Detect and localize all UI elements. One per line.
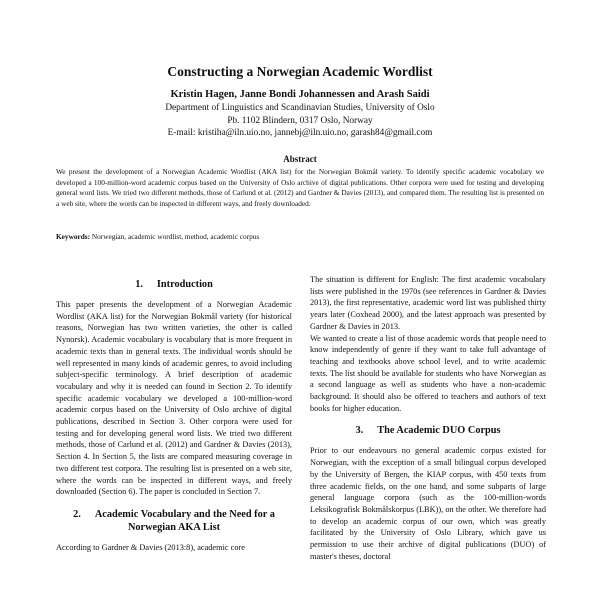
section-title: Academic Vocabulary and the Need for a Norwegian AKA List <box>94 508 275 533</box>
right-paragraph-goal: We wanted to create a list of those academic words that people need to know independently of genre if they want to take full advantage of teaching and textbooks above school level, and to write academic texts. The list should be available for students who have Norwegian as a second language as well as students who have a non-academic background. It should also be offered to teachers and authors of text books for higher education. <box>310 333 546 413</box>
section-title: Introduction <box>156 279 213 290</box>
duo-corpus-paragraph: Prior to our endeavours no general academic corpus existed for Norwegian, with the exception of a small bilingual corpus developed by the University of Bergen, the KIAP corpus, with 450 texts from three academic fields, on the one hand, and some subparts of large general language corpora (such as the 100-million-words Leksikografisk Bokmålskorpus (LBK)), on the other. We therefore had to develop an academic corpus of our own, which was greatly facilitated by the University of Oslo Library, which gave us permission to use their archive of digital publications (DUO) of master's theses, doctoral <box>310 446 546 561</box>
paper-title: Constructing a Norwegian Academic Wordlist <box>167 64 433 79</box>
section-number: 3. <box>355 425 364 437</box>
abstract-text: We present the development of a Norwegian Academic Wordlist (AKA list) for the Norwegian Bokmål variety. To identify specific academic vocabulary we developed a 100-million-word academic corpus based on the University of Oslo archive of digital publications. Other corpora were used for testing and developing general word lists. We tried two different methods, those of Carlund et al. (2012) and Gardner & Davies (2013), and compared them. The resulting list is presented on a web site, where the words can be inspected in different ways, and freely downloaded. <box>56 167 544 208</box>
right-column <box>310 274 546 562</box>
section-number: 1. <box>135 279 143 290</box>
keywords-text: Norwegian, academic wordlist, method, academic corpus <box>91 232 260 241</box>
affiliation-emails: E-mail: kristiha@iln.uio.no, jannebj@iln.uio.no, garash84@gmail.com <box>167 128 433 138</box>
introduction-paragraph: This paper presents the development of a Norwegian Academic Wordlist (AKA list) for the Norwegian Bokmål variety (for historical reasons, Norwegian has two written varieties, the other is called Nynorsk). Academic vocabulary is vocabulary that is more frequent in academic texts than in general texts. The individual words should be well represented in many kinds of academic genres, to avoid including subject-specific terminology. A brief description of academic vocabulary and why it is needed can found in Section 2. To identify specific academic vocabulary we developed a 100-million-word academic corpus based on the University of Oslo archive of digital publications, described in Section 3. Other corpora were used for testing and for developing general word lists. We tried two different methods, those of Carlund et al. (2012) and Gardner & Davies (2013), Section 4. In Section 5, the lists are compared measuring coverage in two different test corpora. The resulting list is presented on a web site, where the words can be inspected in different ways, and freely downloaded (Section 6). The paper is concluded in Section 7. <box>56 300 292 497</box>
affiliation-department: Department of Linguistics and Scandinavian Studies, University of Oslo <box>165 103 435 113</box>
right-paragraph-english-situation: The situation is different for English: The first academic vocabulary lists were published in the 1970s (see references in Gardner & Davies 2013), the first representative, academic word list was published thirty years later (Coxhead 2000), and the latest approach was presented by Gardner & Davies in 2013. <box>310 275 546 331</box>
affiliation-address: Pb. 1102 Blindern, 0317 Oslo, Norway <box>227 116 373 126</box>
keywords-line <box>56 232 544 241</box>
section2-paragraph-start: According to Gardner & Davies (2013:8), academic core <box>56 542 245 552</box>
paper-authors: Kristin Hagen, Janne Bondi Johannessen and Arash Saidi <box>170 89 430 100</box>
section-heading-academic-vocabulary <box>56 508 292 534</box>
abstract-heading: Abstract <box>283 154 317 164</box>
section-heading-duo-corpus <box>310 424 546 437</box>
section-heading-introduction <box>56 278 292 291</box>
keywords-label: Keywords: <box>56 232 91 241</box>
left-column <box>56 274 292 554</box>
section-title: The Academic DUO Corpus <box>377 425 501 437</box>
section-number: 2. <box>73 508 81 520</box>
